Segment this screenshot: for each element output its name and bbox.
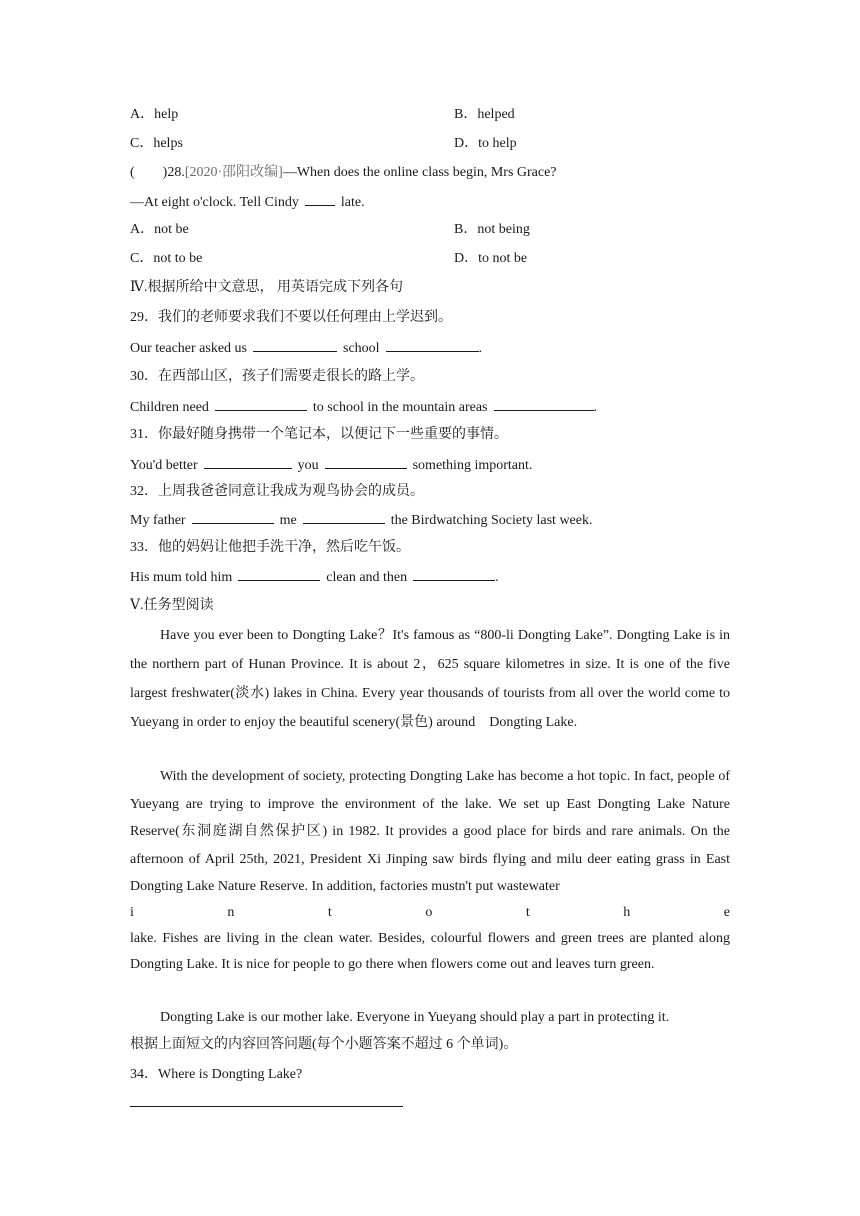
question-text: —When does the online class begin, Mrs Grace? — [282, 165, 557, 180]
reading-paragraph-1: Have you ever been to Dongting Lake？It's famous as “800-li Dongting Lake”. Dongting Lake is in the northern part of Hunan Province. It is about 2，625 square kilometres in size. It is one of the five largest freshwater(淡水) lakes in China. Every year thousands of tourists from all over the world come to Yueyang in order to enjoy the beautiful scenery(景色) around Dongting Lake. — [130, 628, 730, 730]
fill-blank[interactable] — [305, 193, 335, 206]
spread-letter: i — [130, 905, 134, 920]
fill-blank[interactable] — [238, 568, 320, 581]
answer-end: late. — [340, 195, 365, 210]
spread-letters — [130, 904, 730, 922]
sentence-part: you — [297, 458, 319, 473]
q33-chinese: 33．他的妈妈让他把手洗干净，然后吃午饭。 — [130, 540, 410, 555]
answer-line[interactable] — [130, 1106, 403, 1107]
sentence-part: My father — [130, 513, 186, 528]
question-source: [2020·邵阳改编] — [184, 165, 283, 180]
reading-paragraph-3 — [130, 1009, 669, 1027]
option-a: A．help — [130, 107, 179, 122]
section-5-heading: Ⅴ.任务型阅读 — [130, 598, 214, 613]
fill-blank[interactable] — [386, 339, 479, 352]
fill-blank[interactable] — [413, 568, 495, 581]
q32-english — [130, 511, 593, 530]
fill-blank[interactable] — [215, 398, 307, 411]
q33-english — [130, 568, 499, 587]
spread-letter: t — [525, 905, 530, 920]
sentence-part: . — [593, 400, 597, 415]
sentence-part: me — [279, 513, 297, 528]
sentence-part: something important. — [412, 458, 533, 473]
sentence-part: to school in the mountain areas — [312, 400, 488, 415]
q32-chinese: 32．上周我爸爸同意让我成为观鸟协会的成员。 — [130, 484, 424, 499]
answer-bracket: ( )28. — [130, 165, 185, 180]
sentence-part: You'd better — [130, 458, 198, 473]
paragraph-text: Dongting Lake is our mother lake. Everyone in Yueyang should play a part in protecting it. — [160, 1010, 670, 1025]
q31-english — [130, 456, 532, 475]
reading-paragraph-2-end: lake. Fishes are living in the clean water. Besides, colourful flowers and green trees are planted along Dongting Lake. It is nice for people to go there when flowers come out and leaves turn green. — [130, 931, 730, 972]
spread-letter: h — [623, 905, 631, 920]
sentence-part: His mum told him — [130, 570, 233, 585]
fill-blank[interactable] — [253, 339, 337, 352]
option-a: A．not be — [130, 222, 189, 237]
q30-english — [130, 398, 597, 417]
question-28-answer — [130, 193, 365, 212]
q31-chinese: 31．你最好随身携带一个笔记本，以便记下一些重要的事情。 — [130, 427, 508, 442]
option-c: C．not to be — [130, 251, 203, 266]
section-4-heading: Ⅳ.根据所给中文意思， 用英语完成下列各句 — [130, 280, 403, 295]
option-b: B．not being — [454, 222, 530, 237]
spread-letter: e — [723, 905, 730, 920]
sentence-part: the Birdwatching Society last week. — [390, 513, 593, 528]
answer-start: —At eight o'clock. Tell Cindy — [130, 195, 299, 210]
q29-chinese: 29．我们的老师要求我们不要以任何理由上学迟到。 — [130, 310, 452, 325]
sentence-part: clean and then — [326, 570, 408, 585]
sentence-part: Children need — [130, 400, 209, 415]
fill-blank[interactable] — [303, 511, 385, 524]
reading-instruction: 根据上面短文的内容回答问题(每个小题答案不超过 6 个单词)。 — [130, 1037, 518, 1052]
question-28 — [130, 164, 557, 182]
option-b: B．helped — [454, 107, 515, 122]
spread-letter: t — [327, 905, 332, 920]
fill-blank[interactable] — [204, 456, 292, 469]
spread-letter: o — [425, 905, 433, 920]
sentence-part: Our teacher asked us — [130, 341, 248, 356]
fill-blank[interactable] — [325, 456, 407, 469]
q29-english — [130, 339, 482, 358]
spread-letter: n — [227, 905, 235, 920]
sentence-part: school — [343, 341, 380, 356]
fill-blank[interactable] — [192, 511, 274, 524]
option-c: C．helps — [130, 136, 183, 151]
question-34: 34．Where is Dongting Lake? — [130, 1067, 303, 1082]
sentence-part: . — [478, 341, 483, 356]
fill-blank[interactable] — [494, 398, 594, 411]
reading-paragraph-2: With the development of society, protecting Dongting Lake has become a hot topic. In fact, people of Yueyang are trying to improve the environment of the lake. We set up East Dongting Lake Nature Reserve(东洞庭湖自然保护区) in 1982. It provides a good place for birds and rare animals. On the afternoon of April 25th, 2021, President Xi Jinping saw birds flying and milu deer eating grass in East Dongting Lake Nature Reserve. In addition, factories mustn't put wastewater — [130, 769, 730, 894]
option-d: D．to not be — [454, 251, 528, 266]
sentence-part: . — [495, 570, 499, 585]
q30-chinese: 30．在西部山区，孩子们需要走很长的路上学。 — [130, 369, 424, 384]
option-d: D．to help — [454, 136, 517, 151]
